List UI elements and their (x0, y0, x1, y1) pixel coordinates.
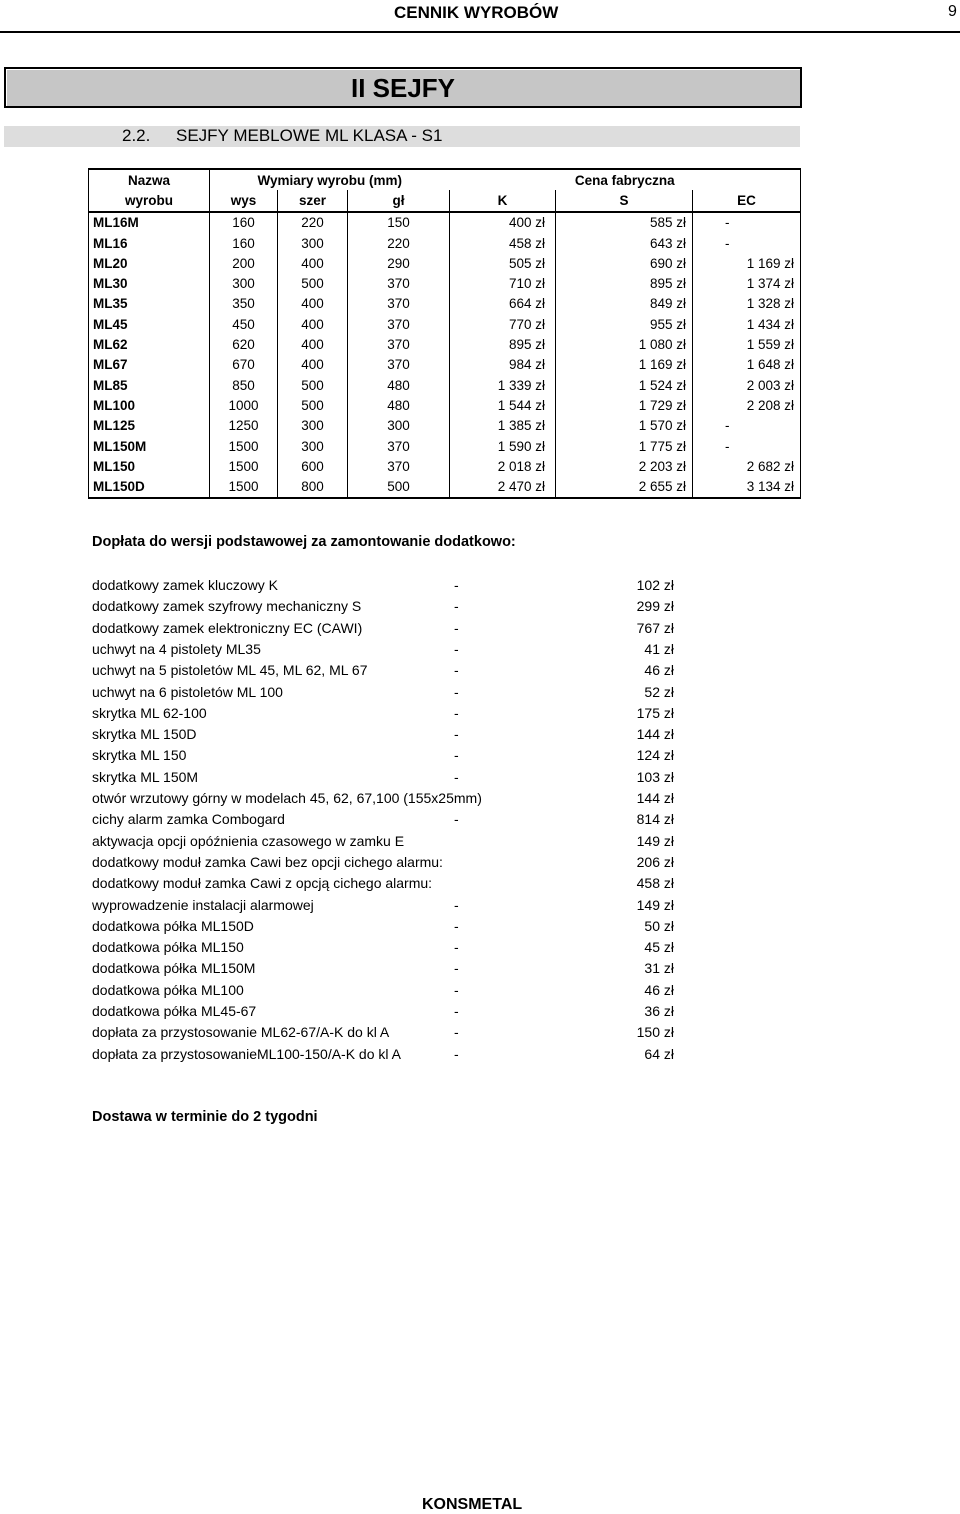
extra-label: cichy alarm zamka Combogard (92, 811, 285, 828)
price-ec-cell: - (693, 436, 801, 456)
subsection-number: 2.2. (122, 126, 151, 145)
extra-dash: - (454, 747, 459, 764)
price-s-cell: 2 203 zł (556, 456, 693, 476)
extra-dash: - (454, 1003, 459, 1019)
width-cell: 600 (278, 456, 348, 476)
extra-price: 64 zł (644, 1045, 674, 1062)
header-height: wys (210, 190, 278, 211)
extra-dash: - (454, 704, 459, 721)
width-cell: 800 (278, 476, 348, 497)
list-item (92, 811, 682, 831)
height-cell: 160 (210, 212, 278, 233)
depth-cell: 370 (348, 294, 450, 314)
header-factory-price: Cena fabryczna (450, 169, 801, 190)
table-row (89, 233, 801, 253)
extra-label: dodatkowy zamek szyfrowy mechaniczny S (92, 598, 362, 615)
extra-price: 52 zł (644, 683, 674, 700)
table-row (89, 456, 801, 476)
extra-price: 36 zł (644, 1003, 674, 1019)
depth-cell: 290 (348, 253, 450, 273)
width-cell: 400 (278, 253, 348, 273)
extra-label: aktywacja opcji opóźnienia czasowego w zamku E (92, 832, 405, 849)
table-row (89, 355, 801, 375)
extra-price: 46 zł (644, 662, 674, 679)
depth-cell: 370 (348, 456, 450, 476)
price-s-cell: 585 zł (556, 212, 693, 233)
table-row (89, 253, 801, 273)
width-cell: 300 (278, 233, 348, 253)
list-item (92, 577, 682, 597)
table-row (89, 314, 801, 334)
price-s-cell: 643 zł (556, 233, 693, 253)
height-cell: 1500 (210, 476, 278, 497)
list-item (92, 897, 682, 917)
extra-price: 144 zł (636, 726, 674, 743)
price-k-cell: 458 zł (450, 233, 556, 253)
extra-label: otwór wrzutowy górny w modelach 45, 62, 67,100 (155x25mm) (92, 790, 482, 806)
table-row (89, 395, 801, 415)
subsection-title: SEJFY MEBLOWE ML KLASA - S1 (176, 126, 443, 145)
table-row (89, 375, 801, 395)
table-row (89, 273, 801, 293)
extra-label: dopłata za przystosowanie ML62-67/A-K do kl A (92, 1024, 390, 1041)
page-number: 9 (948, 3, 957, 20)
extra-price: 46 zł (644, 981, 674, 998)
list-item (92, 1046, 682, 1066)
price-s-cell: 1 729 zł (556, 395, 693, 415)
product-name: ML150D (89, 476, 210, 497)
height-cell: 160 (210, 233, 278, 253)
extra-price: 458 zł (636, 875, 674, 892)
depth-cell: 220 (348, 233, 450, 253)
price-k-cell: 664 zł (450, 294, 556, 314)
table-row (89, 212, 801, 233)
price-k-cell: 710 zł (450, 273, 556, 293)
header-depth: gł (348, 190, 450, 211)
footer-company: KONSMETAL (422, 1496, 523, 1513)
price-ec-cell: 1 169 zł (693, 253, 801, 273)
list-item (92, 705, 682, 725)
width-cell: 400 (278, 355, 348, 375)
height-cell: 850 (210, 375, 278, 395)
table-row (89, 476, 801, 497)
list-item (92, 726, 682, 746)
depth-cell: 480 (348, 375, 450, 395)
list-item (92, 769, 682, 789)
price-k-cell: 400 zł (450, 212, 556, 233)
extra-dash: - (454, 960, 459, 977)
table-row (89, 416, 801, 436)
list-item (92, 598, 682, 618)
extra-label: dodatkowa półka ML45-67 (92, 1003, 257, 1019)
section-banner (4, 67, 802, 108)
extra-label: uchwyt na 6 pistoletów ML 100 (92, 683, 283, 700)
extra-label: dodatkowy moduł zamka Cawi bez opcji cichego alarmu: (92, 853, 443, 870)
price-s-cell: 1 775 zł (556, 436, 693, 456)
price-s-cell: 1 169 zł (556, 355, 693, 375)
price-s-cell: 690 zł (556, 253, 693, 273)
price-ec-cell: 2 003 zł (693, 375, 801, 395)
list-item (92, 620, 682, 640)
price-ec-cell: 2 682 zł (693, 456, 801, 476)
price-s-cell: 895 zł (556, 273, 693, 293)
product-name: ML20 (89, 253, 210, 273)
product-name: ML85 (89, 375, 210, 395)
extra-label: skrytka ML 150D (92, 726, 197, 743)
product-name: ML125 (89, 416, 210, 436)
extra-label: skrytka ML 150M (92, 768, 199, 785)
price-k-cell: 1 339 zł (450, 375, 556, 395)
table-header-row (89, 169, 801, 190)
product-name: ML35 (89, 294, 210, 314)
product-name: ML100 (89, 395, 210, 415)
table-row (89, 436, 801, 456)
extra-dash: - (454, 981, 459, 998)
price-k-cell: 2 470 zł (450, 476, 556, 497)
price-ec-cell: 1 328 zł (693, 294, 801, 314)
depth-cell: 370 (348, 334, 450, 354)
extra-price: 45 zł (644, 939, 674, 956)
extra-dash: - (454, 939, 459, 956)
extra-dash: - (454, 917, 459, 934)
extra-dash: - (454, 726, 459, 743)
price-ec-cell: 1 434 zł (693, 314, 801, 334)
height-cell: 200 (210, 253, 278, 273)
price-k-cell: 1 385 zł (450, 416, 556, 436)
width-cell: 220 (278, 212, 348, 233)
extra-dash: - (454, 619, 459, 636)
extra-price: 41 zł (644, 640, 674, 657)
extra-price: 103 zł (636, 768, 674, 785)
list-item (92, 662, 682, 682)
header-divider (0, 31, 960, 33)
depth-cell: 300 (348, 416, 450, 436)
price-k-cell: 1 590 zł (450, 436, 556, 456)
product-name: ML16M (89, 212, 210, 233)
extra-dash: - (454, 598, 459, 615)
header-dimensions: Wymiary wyrobu (mm) (210, 169, 450, 190)
extra-price: 149 zł (636, 832, 674, 849)
width-cell: 300 (278, 416, 348, 436)
product-name: ML30 (89, 273, 210, 293)
product-name: ML150M (89, 436, 210, 456)
product-name: ML150 (89, 456, 210, 476)
height-cell: 1500 (210, 456, 278, 476)
list-item (92, 1003, 682, 1023)
width-cell: 400 (278, 334, 348, 354)
depth-cell: 150 (348, 212, 450, 233)
extra-price: 149 zł (636, 896, 674, 913)
height-cell: 350 (210, 294, 278, 314)
price-ec-cell: 1 374 zł (693, 273, 801, 293)
header-price-s: S (556, 190, 693, 211)
extra-dash: - (454, 1045, 459, 1062)
extra-price: 144 zł (636, 790, 674, 806)
list-item (92, 641, 682, 661)
height-cell: 1500 (210, 436, 278, 456)
width-cell: 500 (278, 273, 348, 293)
price-s-cell: 1 570 zł (556, 416, 693, 436)
price-s-cell: 955 zł (556, 314, 693, 334)
price-k-cell: 984 zł (450, 355, 556, 375)
price-ec-cell: - (693, 212, 801, 233)
price-ec-cell: 3 134 zł (693, 476, 801, 497)
extra-price: 299 zł (636, 598, 674, 615)
width-cell: 400 (278, 314, 348, 334)
height-cell: 670 (210, 355, 278, 375)
extra-price: 124 zł (636, 747, 674, 764)
extra-label: dodatkowy zamek elektroniczny EC (CAWI) (92, 619, 363, 636)
section-title: II SEJFY (350, 73, 456, 103)
extra-label: wyprowadzenie instalacji alarmowej (92, 896, 314, 913)
price-s-cell: 849 zł (556, 294, 693, 314)
price-s-cell: 1 080 zł (556, 334, 693, 354)
extra-price: 206 zł (636, 853, 674, 870)
width-cell: 500 (278, 395, 348, 415)
table-row (89, 294, 801, 314)
extra-label: skrytka ML 62-100 (92, 704, 207, 721)
price-k-cell: 1 544 zł (450, 395, 556, 415)
list-item (92, 982, 682, 1002)
extra-label: dodatkowa półka ML150 (92, 939, 244, 956)
list-item (92, 918, 682, 938)
height-cell: 620 (210, 334, 278, 354)
depth-cell: 480 (348, 395, 450, 415)
price-k-cell: 895 zł (450, 334, 556, 354)
price-s-cell: 1 524 zł (556, 375, 693, 395)
extra-price: 31 zł (644, 960, 674, 977)
table-row (89, 334, 801, 354)
extra-label: dodatkowa półka ML150M (92, 960, 256, 977)
list-item (92, 790, 682, 810)
price-table (88, 168, 801, 499)
extra-label: dodatkowy zamek kluczowy K (92, 577, 278, 593)
height-cell: 450 (210, 314, 278, 334)
header-name: Nazwa (89, 169, 210, 190)
width-cell: 400 (278, 294, 348, 314)
extra-price: 175 zł (636, 704, 674, 721)
extra-label: dodatkowy moduł zamka Cawi z opcją cichego alarmu: (92, 875, 433, 892)
depth-cell: 370 (348, 436, 450, 456)
table-subheader-row (89, 190, 801, 211)
price-s-cell: 2 655 zł (556, 476, 693, 497)
list-item (92, 960, 682, 980)
height-cell: 1250 (210, 416, 278, 436)
list-item (92, 939, 682, 959)
delivery-note: Dostawa w terminie do 2 tygodni (92, 1109, 318, 1125)
price-ec-cell: 2 208 zł (693, 395, 801, 415)
extra-price: 150 zł (636, 1024, 674, 1041)
width-cell: 500 (278, 375, 348, 395)
height-cell: 300 (210, 273, 278, 293)
extra-dash: - (454, 577, 459, 593)
price-ec-cell: 1 648 zł (693, 355, 801, 375)
extra-dash: - (454, 662, 459, 679)
extra-label: uchwyt na 4 pistolety ML35 (92, 640, 261, 657)
extra-label: dopłata za przystosowanieML100-150/A-K do kl A (92, 1045, 401, 1062)
extra-dash: - (454, 640, 459, 657)
list-item (92, 747, 682, 767)
header-price-ec: EC (693, 190, 801, 211)
extra-dash: - (454, 768, 459, 785)
subsection-banner (4, 126, 800, 147)
price-k-cell: 2 018 zł (450, 456, 556, 476)
depth-cell: 500 (348, 476, 450, 497)
extra-dash: - (454, 1024, 459, 1041)
extra-price: 767 zł (636, 619, 674, 636)
extra-dash: - (454, 683, 459, 700)
product-name: ML62 (89, 334, 210, 354)
depth-cell: 370 (348, 273, 450, 293)
extra-price: 102 zł (636, 577, 674, 593)
extra-price: 50 zł (644, 917, 674, 934)
list-item (92, 1024, 682, 1044)
width-cell: 300 (278, 436, 348, 456)
catalog-title: CENNIK WYROBÓW (394, 3, 559, 22)
price-ec-cell: - (693, 233, 801, 253)
extra-dash: - (454, 811, 459, 828)
extra-label: dodatkowa półka ML150D (92, 917, 254, 934)
extra-label: skrytka ML 150 (92, 747, 187, 764)
price-ec-cell: 1 559 zł (693, 334, 801, 354)
list-item (92, 684, 682, 704)
depth-cell: 370 (348, 314, 450, 334)
depth-cell: 370 (348, 355, 450, 375)
price-ec-cell: - (693, 416, 801, 436)
list-item (92, 833, 682, 853)
price-k-cell: 505 zł (450, 253, 556, 273)
list-item (92, 854, 682, 874)
extras-title: Dopłata do wersji podstawowej za zamontowanie dodatkowo: (92, 534, 516, 550)
extra-label: uchwyt na 5 pistoletów ML 45, ML 62, ML 67 (92, 662, 368, 679)
header-price-k: K (450, 190, 556, 211)
list-item (92, 875, 682, 895)
extra-dash: - (454, 896, 459, 913)
header-width: szer (278, 190, 348, 211)
product-name: ML16 (89, 233, 210, 253)
extra-price: 814 zł (636, 811, 674, 828)
extra-label: dodatkowa półka ML100 (92, 981, 244, 998)
height-cell: 1000 (210, 395, 278, 415)
product-name: ML67 (89, 355, 210, 375)
product-name: ML45 (89, 314, 210, 334)
price-k-cell: 770 zł (450, 314, 556, 334)
header-product: wyrobu (89, 190, 210, 211)
